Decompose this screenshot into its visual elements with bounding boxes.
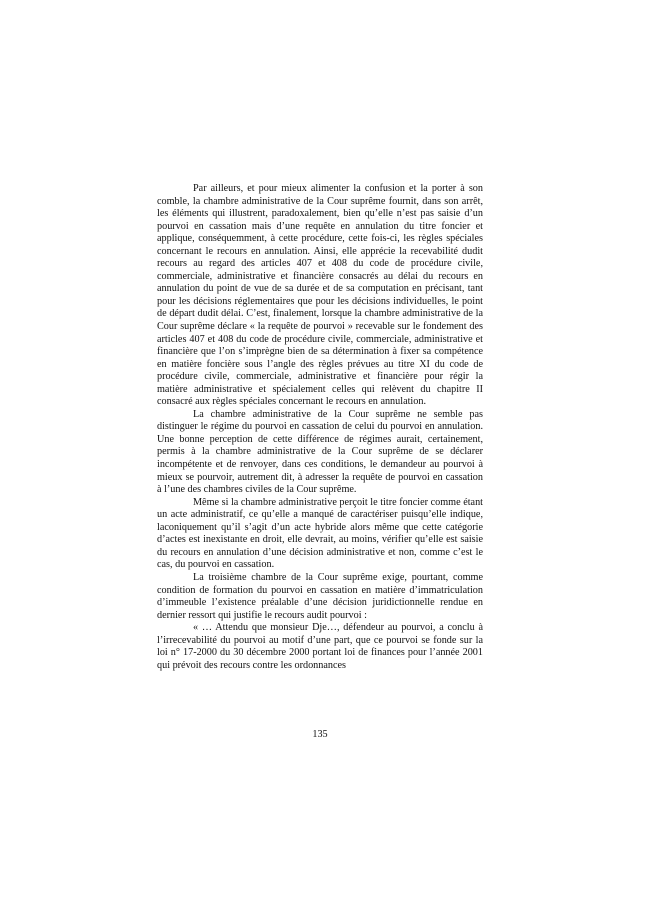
page-number: 135 bbox=[312, 729, 328, 740]
paragraph-3: Même si la chambre administrative perçoit le titre foncier comme étant un acte administratif, ce qu’elle a manqué de caractériser puisqu’elle indique, laconiquement qu’il s’agit d’un acte hybride alors même que cette catégorie d’actes est inexistante en droit, elle devrait, au moins, vérifier qu’elle est saisie du recours en annulation d’une décision administrative et non, comme c’est le cas, du pourvoi en cassation. bbox=[157, 496, 483, 571]
quoted-passage: « … Attendu que monsieur Dje…, défendeur au pourvoi, a conclu à l’irrecevabilité du pourvoi au motif d’une part, que ce pourvoi se fonde sur la loi n° 17-2000 du 30 décembre 2000 portant loi de finances pour l’année 2001 qui prévoit des recours contre les ordonnances bbox=[157, 622, 483, 671]
paragraph-1: Par ailleurs, et pour mieux alimenter la confusion et la porter à son comble, la chambre administrative de la Cour suprême fournit, dans son arrêt, les éléments qui illustrent, paradoxalement, bien qu’elle n’est pas saisie d’un pourvoi en cassation mais d’une requête en annulation du titre foncier et applique, conséquemment, à cette procédure, cette fois-ci, les règles spéciales concernant le recours en annulation. Ainsi, elle apprécie la recevabilité dudit recours au regard des articles 407 et 408 du code de procédure civile, commerciale, administrative et financière consacrés au délai du recours en annulation du point de vue de sa durée et de sa computation en précisant, tant pour les décisions réglementaires que pour les décisions individuelles, le point de départ dudit délai. C’est, finalement, lorsque la chambre administrative de la Cour suprême déclare « la requête de pourvoi » recevable sur le fondement des articles 407 et 408 du code de procédure civile, commerciale, administrative et financière que l’on s’imprègne bien de sa détermination à fixer sa compétence en matière foncière sous l’angle des règles prévues au titre XI du code de procédure civile, commerciale, administrative et financière pour régir la matière administrative et spécialement celles qui relèvent du chapitre II consacré aux règles spéciales concernant le recours en annulation. bbox=[157, 183, 483, 408]
paragraph-4: La troisième chambre de la Cour suprême exige, pourtant, comme condition de formation du pourvoi en cassation en matière d’immatriculation d’immeuble l’existence préalable d’une décision juridictionnelle rendue en dernier ressort qui justifie le recours audit pourvoi : bbox=[157, 571, 483, 621]
paragraph-2: La chambre administrative de la Cour suprême ne semble pas distinguer le régime du pourvoi en cassation de celui du pourvoi en annulation. Une bonne perception de cette différence de régimes aurait, certainement, permis à la chambre administrative de la Cour suprême de se déclarer incompétente et de renvoyer, dans ces conditions, le demandeur au pourvoi à mieux se pourvoir, autrement dit, à adresser la requête de pourvoi en cassation à l’une des chambres civiles de la Cour suprême. bbox=[157, 408, 483, 496]
document-body bbox=[157, 183, 483, 672]
